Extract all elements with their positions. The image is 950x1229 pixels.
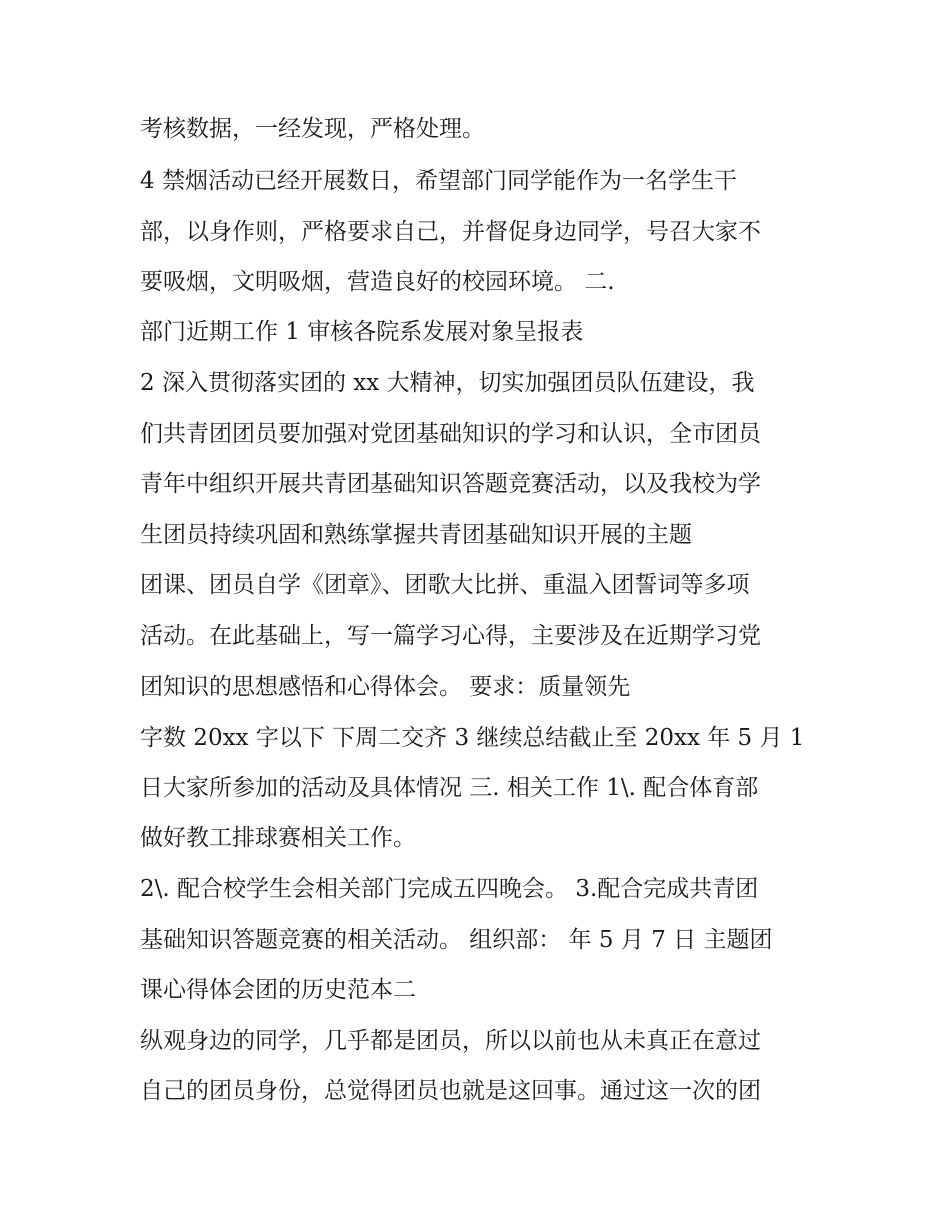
text-line-15: 做好教工排球赛相关工作。 — [140, 825, 416, 851]
text-line-1: 考核数据，一经发现，严格处理。 — [140, 116, 485, 142]
text-line-12: 团知识的思想感悟和心得体会。 要求：质量领先 — [140, 674, 631, 700]
text-line-16: 2\. 配合校学生会相关部门完成五四晚会。 3.配合完成共青团 — [140, 876, 759, 902]
text-line-6: 2 深入贯彻落实团的 xx 大精神，切实加强团员队伍建设，我 — [140, 370, 755, 396]
text-line-18: 课心得体会团的历史范本二 — [140, 977, 416, 1003]
text-line-10: 团课、团员自学《团章》、团歌大比拼、重温入团誓词等多项 — [140, 572, 750, 598]
text-line-9: 生团员持续巩固和熟练掌握共青团基础知识开展的主题 — [140, 522, 692, 548]
text-line-13: 字数 20xx 字以下 下周二交齐 3 继续总结截止至 20xx 年 5 月 1 — [140, 725, 805, 751]
text-line-3: 部，以身作则，严格要求自己，并督促身边同学，号召大家不 — [140, 219, 761, 245]
text-line-20: 自己的团员身份，总觉得团员也就是这回事。通过这一次的团 — [140, 1078, 761, 1104]
text-line-11: 活动。在此基础上，写一篇学习心得，主要涉及在近期学习党 — [140, 623, 761, 649]
text-line-2: 4 禁烟活动已经开展数日，希望部门同学能作为一名学生干 — [140, 168, 737, 194]
text-line-8: 青年中组织开展共青团基础知识答题竞赛活动，以及我校为学 — [140, 471, 761, 497]
text-line-19: 纵观身边的同学，几乎都是团员，所以以前也从未真正在意过 — [140, 1028, 761, 1054]
text-line-4: 要吸烟，文明吸烟，营造良好的校园环境。 二. — [140, 269, 615, 295]
text-line-17: 基础知识答题竞赛的相关活动。 组织部： 年 5 月 7 日 主题团 — [140, 927, 773, 953]
text-line-5: 部门近期工作 1 审核各院系发展对象呈报表 — [140, 319, 584, 345]
text-line-7: 们共青团团员要加强对党团基础知识的学习和认识，全市团员 — [140, 421, 761, 447]
text-line-14: 日大家所参加的活动及具体情况 三. 相关工作 1\. 配合体育部 — [140, 775, 759, 801]
